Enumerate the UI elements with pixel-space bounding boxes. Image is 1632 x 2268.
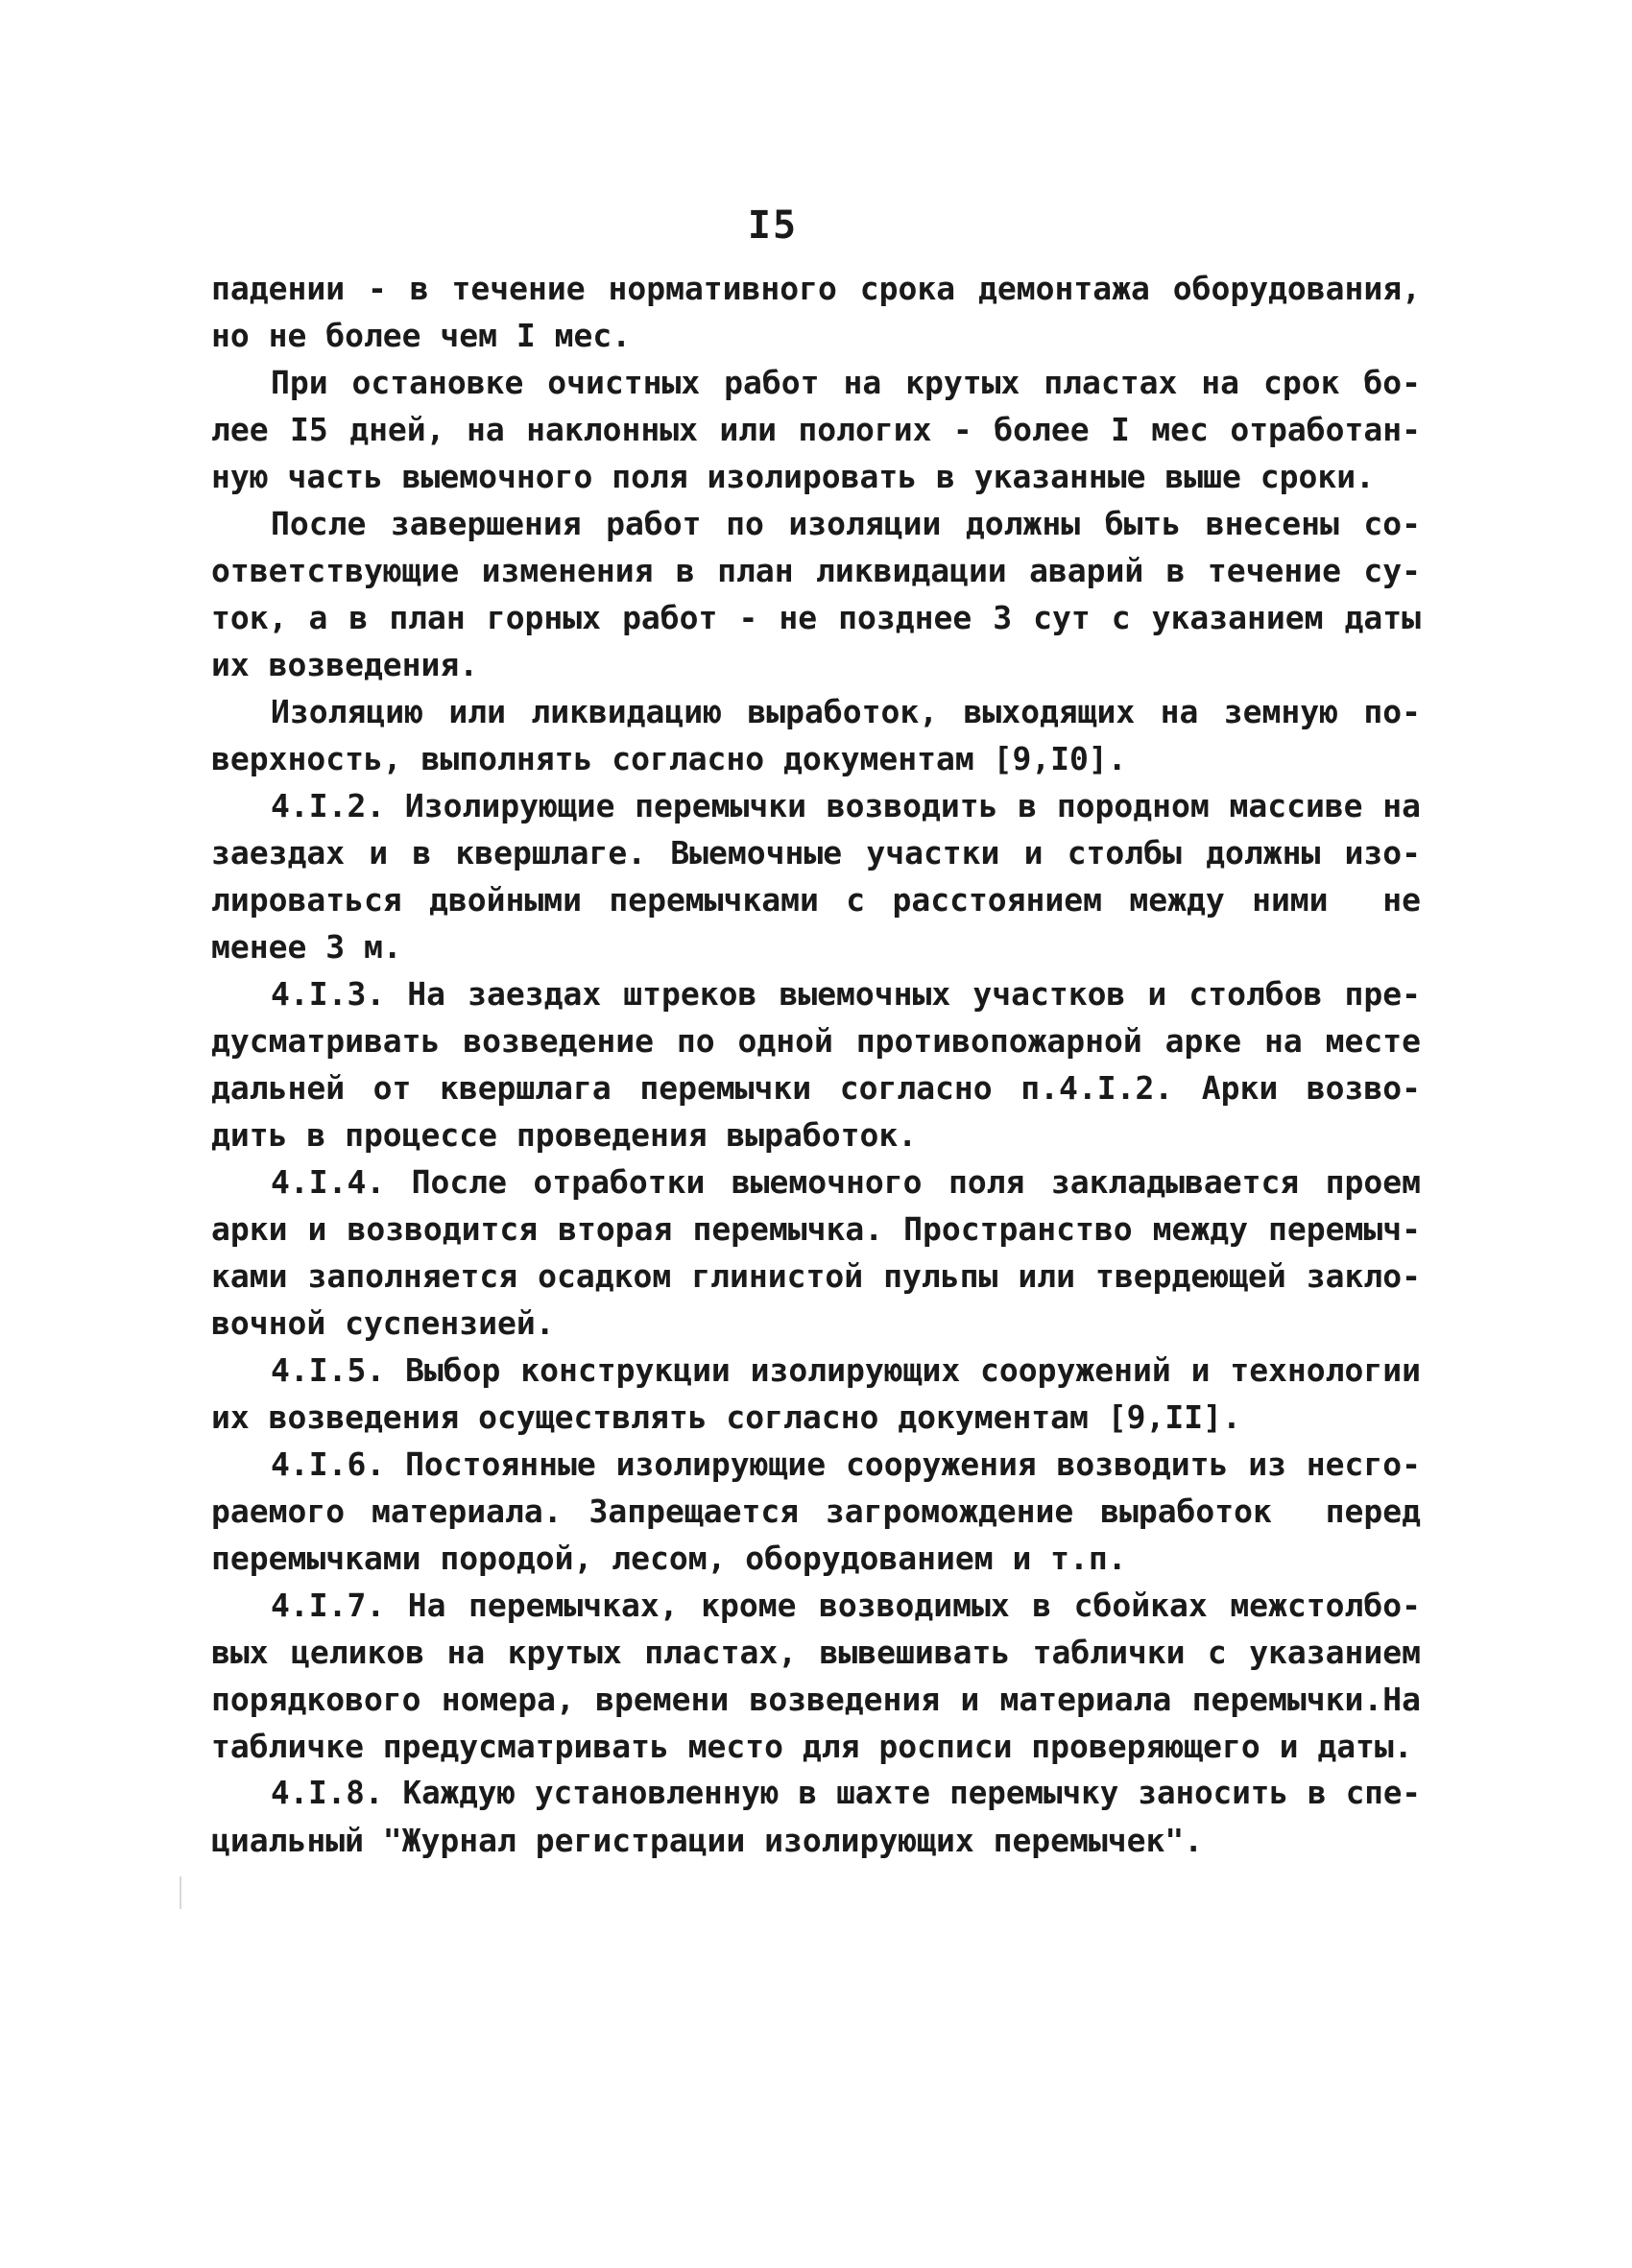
text-line: 4.I.7. На перемычках, кроме возводимых в сбойках межстолбо-	[271, 1587, 1421, 1624]
document-body	[211, 265, 1421, 1864]
text-line: 4.I.5. Выбор конструкции изолирующих сооружений и технологии	[271, 1351, 1421, 1389]
text-line: но не более чем I мес.	[211, 317, 632, 354]
text-line: 4.I.6. Постоянные изолирующие сооружения возводить из несго-	[271, 1445, 1421, 1483]
text-line: При остановке очистных работ на крутых пластах на срок бо-	[271, 364, 1421, 401]
page-number: I5	[747, 203, 799, 248]
text-line: табличке предусматривать место для росписи проверяющего и даты.	[211, 1728, 1413, 1765]
text-line: перемычками породой, лесом, оборудованием и т.п.	[211, 1540, 1127, 1577]
text-line: дальней от квершлага перемычки согласно п.4.I.2. Арки возво-	[211, 1069, 1421, 1107]
text-line: лее I5 дней, на наклонных или пологих - более I мес отработан-	[211, 411, 1421, 448]
text-line: дусматривать возведение по одной противопожарной арке на месте	[211, 1022, 1421, 1060]
text-line: дить в процессе проведения выработок.	[211, 1116, 918, 1154]
paragraph	[211, 265, 1421, 359]
text-line: вочной суспензией.	[211, 1304, 555, 1342]
text-line: вых целиков на крутых пластах, вывешивать таблички с указанием	[211, 1634, 1421, 1671]
text-line: Изоляцию или ликвидацию выработок, выходящих на земную по-	[271, 693, 1421, 730]
text-line: 4.I.4. После отработки выемочного поля закладывается проем	[271, 1163, 1421, 1201]
paragraph	[211, 359, 1421, 500]
text-line: заездах и в квершлаге. Выемочные участки и столбы должны изо-	[211, 834, 1421, 871]
text-line: порядкового номера, времени возведения и материала перемычки.На	[211, 1681, 1421, 1718]
paragraph	[211, 688, 1421, 782]
text-line: ток, а в план горных работ - не позднее 3 сут с указанием даты	[211, 599, 1421, 636]
text-line: лироваться двойными перемычками с расстоянием между ними не	[211, 881, 1421, 919]
text-line: 4.I.3. На заездах штреков выемочных участков и столбов пре-	[271, 975, 1421, 1013]
paragraph	[211, 1347, 1421, 1441]
text-line: После завершения работ по изоляции должны быть внесены со-	[271, 505, 1421, 542]
text-line: верхность, выполнять согласно документам [9,I0].	[211, 740, 1127, 777]
paragraph	[211, 1582, 1421, 1770]
text-line: арки и возводится вторая перемычка. Пространство между перемыч-	[211, 1210, 1421, 1248]
text-line: ответствующие изменения в план ликвидации аварий в течение су-	[211, 552, 1421, 589]
paragraph	[211, 970, 1421, 1158]
paragraph	[211, 1770, 1421, 1864]
text-line: ную часть выемочного поля изолировать в указанные выше сроки.	[211, 458, 1375, 495]
paragraph	[211, 500, 1421, 688]
text-line: 4.I.8. Каждую установленную в шахте перемычку заносить в спе-	[271, 1775, 1421, 1811]
text-line: падении - в течение нормативного срока демонтажа оборудования,	[211, 270, 1421, 307]
text-line: менее 3 м.	[211, 928, 402, 966]
scan-mark	[180, 1876, 181, 1909]
text-line: циальный "Журнал регистрации изолирующих перемычек".	[211, 1822, 1204, 1859]
paragraph	[211, 782, 1421, 970]
paragraph	[211, 1441, 1421, 1582]
text-line: ками заполняется осадком глинистой пульпы или твердеющей закло-	[211, 1257, 1421, 1295]
text-line: 4.I.2. Изолирующие перемычки возводить в породном массиве на	[271, 787, 1421, 824]
paragraph	[211, 1158, 1421, 1347]
text-line: их возведения осуществлять согласно документам [9,II].	[211, 1398, 1241, 1436]
text-line: раемого материала. Запрещается загромождение выработок перед	[211, 1492, 1421, 1530]
text-line: их возведения.	[211, 646, 479, 683]
